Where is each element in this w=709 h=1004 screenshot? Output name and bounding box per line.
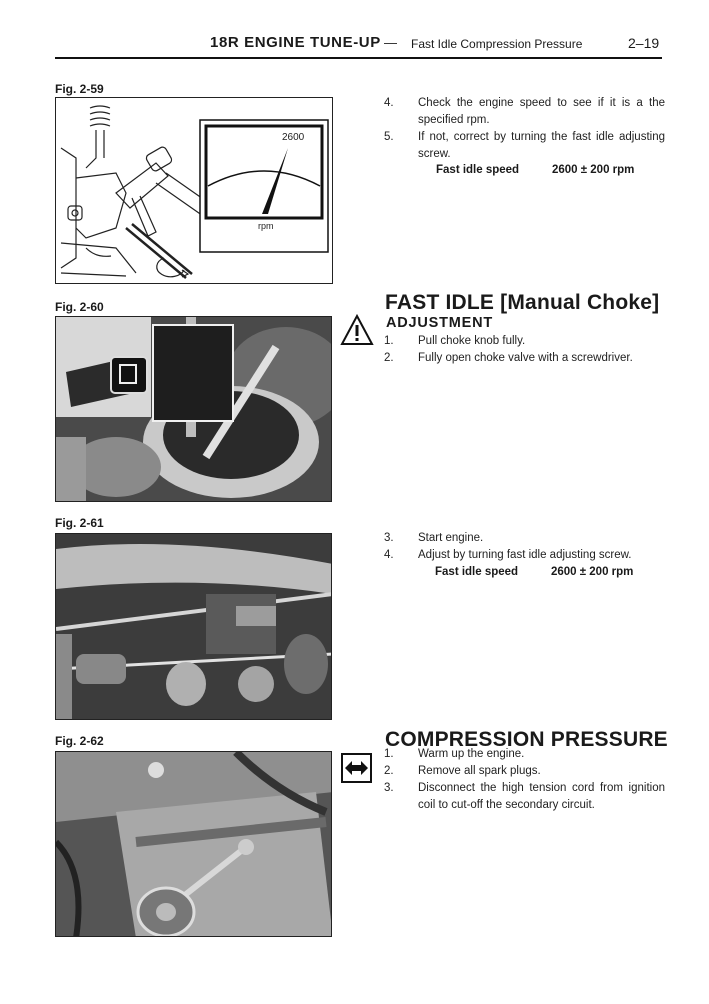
spec-value-top: 2600 ± 200 rpm [552, 164, 635, 176]
fig-2-62-label: Fig. 2-62 [55, 734, 104, 748]
gauge-unit-label: rpm [258, 221, 274, 231]
fig-2-62-photo [55, 751, 332, 937]
step-4-check-speed: 4. Check the engine speed to see if it is a the specified rpm. [384, 97, 665, 126]
compression-step-3: 3. Disconnect the high tension cord from ignition coil to cut-off the secondary circuit. [384, 782, 665, 811]
fig-2-60-label: Fig. 2-60 [55, 300, 104, 314]
spark-plug-removal-photo [56, 752, 332, 937]
step-5-correct-screw: 5. If not, correct by turning the fast idle adjusting screw. [384, 131, 665, 160]
choke-knob-photo [56, 317, 332, 502]
fast-idle-step-1: 1. Pull choke knob fully. [384, 335, 526, 347]
fig-2-59-diagram [55, 97, 333, 284]
spec-value-fast-idle: 2600 ± 200 rpm [551, 566, 634, 578]
fig-2-61-label: Fig. 2-61 [55, 516, 104, 530]
tachometer [200, 120, 328, 252]
spec-label-top: Fast idle speed [436, 164, 520, 176]
warning-triangle-icon [340, 314, 374, 346]
page-header-title: 18R ENGINE TUNE-UP [210, 34, 381, 51]
fast-idle-subtitle: ADJUSTMENT [386, 315, 494, 331]
fig-2-60-photo [55, 316, 332, 502]
page-header-subtitle: Fast Idle Compression Pressure [411, 37, 583, 51]
double-arrow-icon [341, 753, 372, 783]
fast-idle-title: FAST IDLE [Manual Choke] [385, 291, 660, 314]
compression-step-1: 1. Warm up the engine. [384, 748, 525, 760]
gauge-value-label: 2600 [282, 132, 305, 143]
fast-idle-step-2: 2. Fully open choke valve with a screwdriver. [384, 352, 633, 364]
page-number: 2–19 [628, 35, 660, 51]
spec-label-fast-idle: Fast idle speed [435, 566, 519, 578]
fig-2-61-photo [55, 533, 332, 720]
fast-idle-step-4: 4. Adjust by turning fast idle adjusting screw. [384, 549, 632, 561]
header-rule [55, 57, 662, 59]
fast-idle-step-3: 3. Start engine. [384, 532, 484, 544]
compression-title: COMPRESSION PRESSURE [385, 728, 668, 751]
carburetor-tachometer-drawing [56, 98, 332, 283]
fast-idle-screw-photo [56, 534, 332, 720]
fig-2-59-label: Fig. 2-59 [55, 82, 104, 96]
page-header-dash: — [384, 35, 397, 50]
compression-step-2: 2. Remove all spark plugs. [384, 765, 541, 777]
